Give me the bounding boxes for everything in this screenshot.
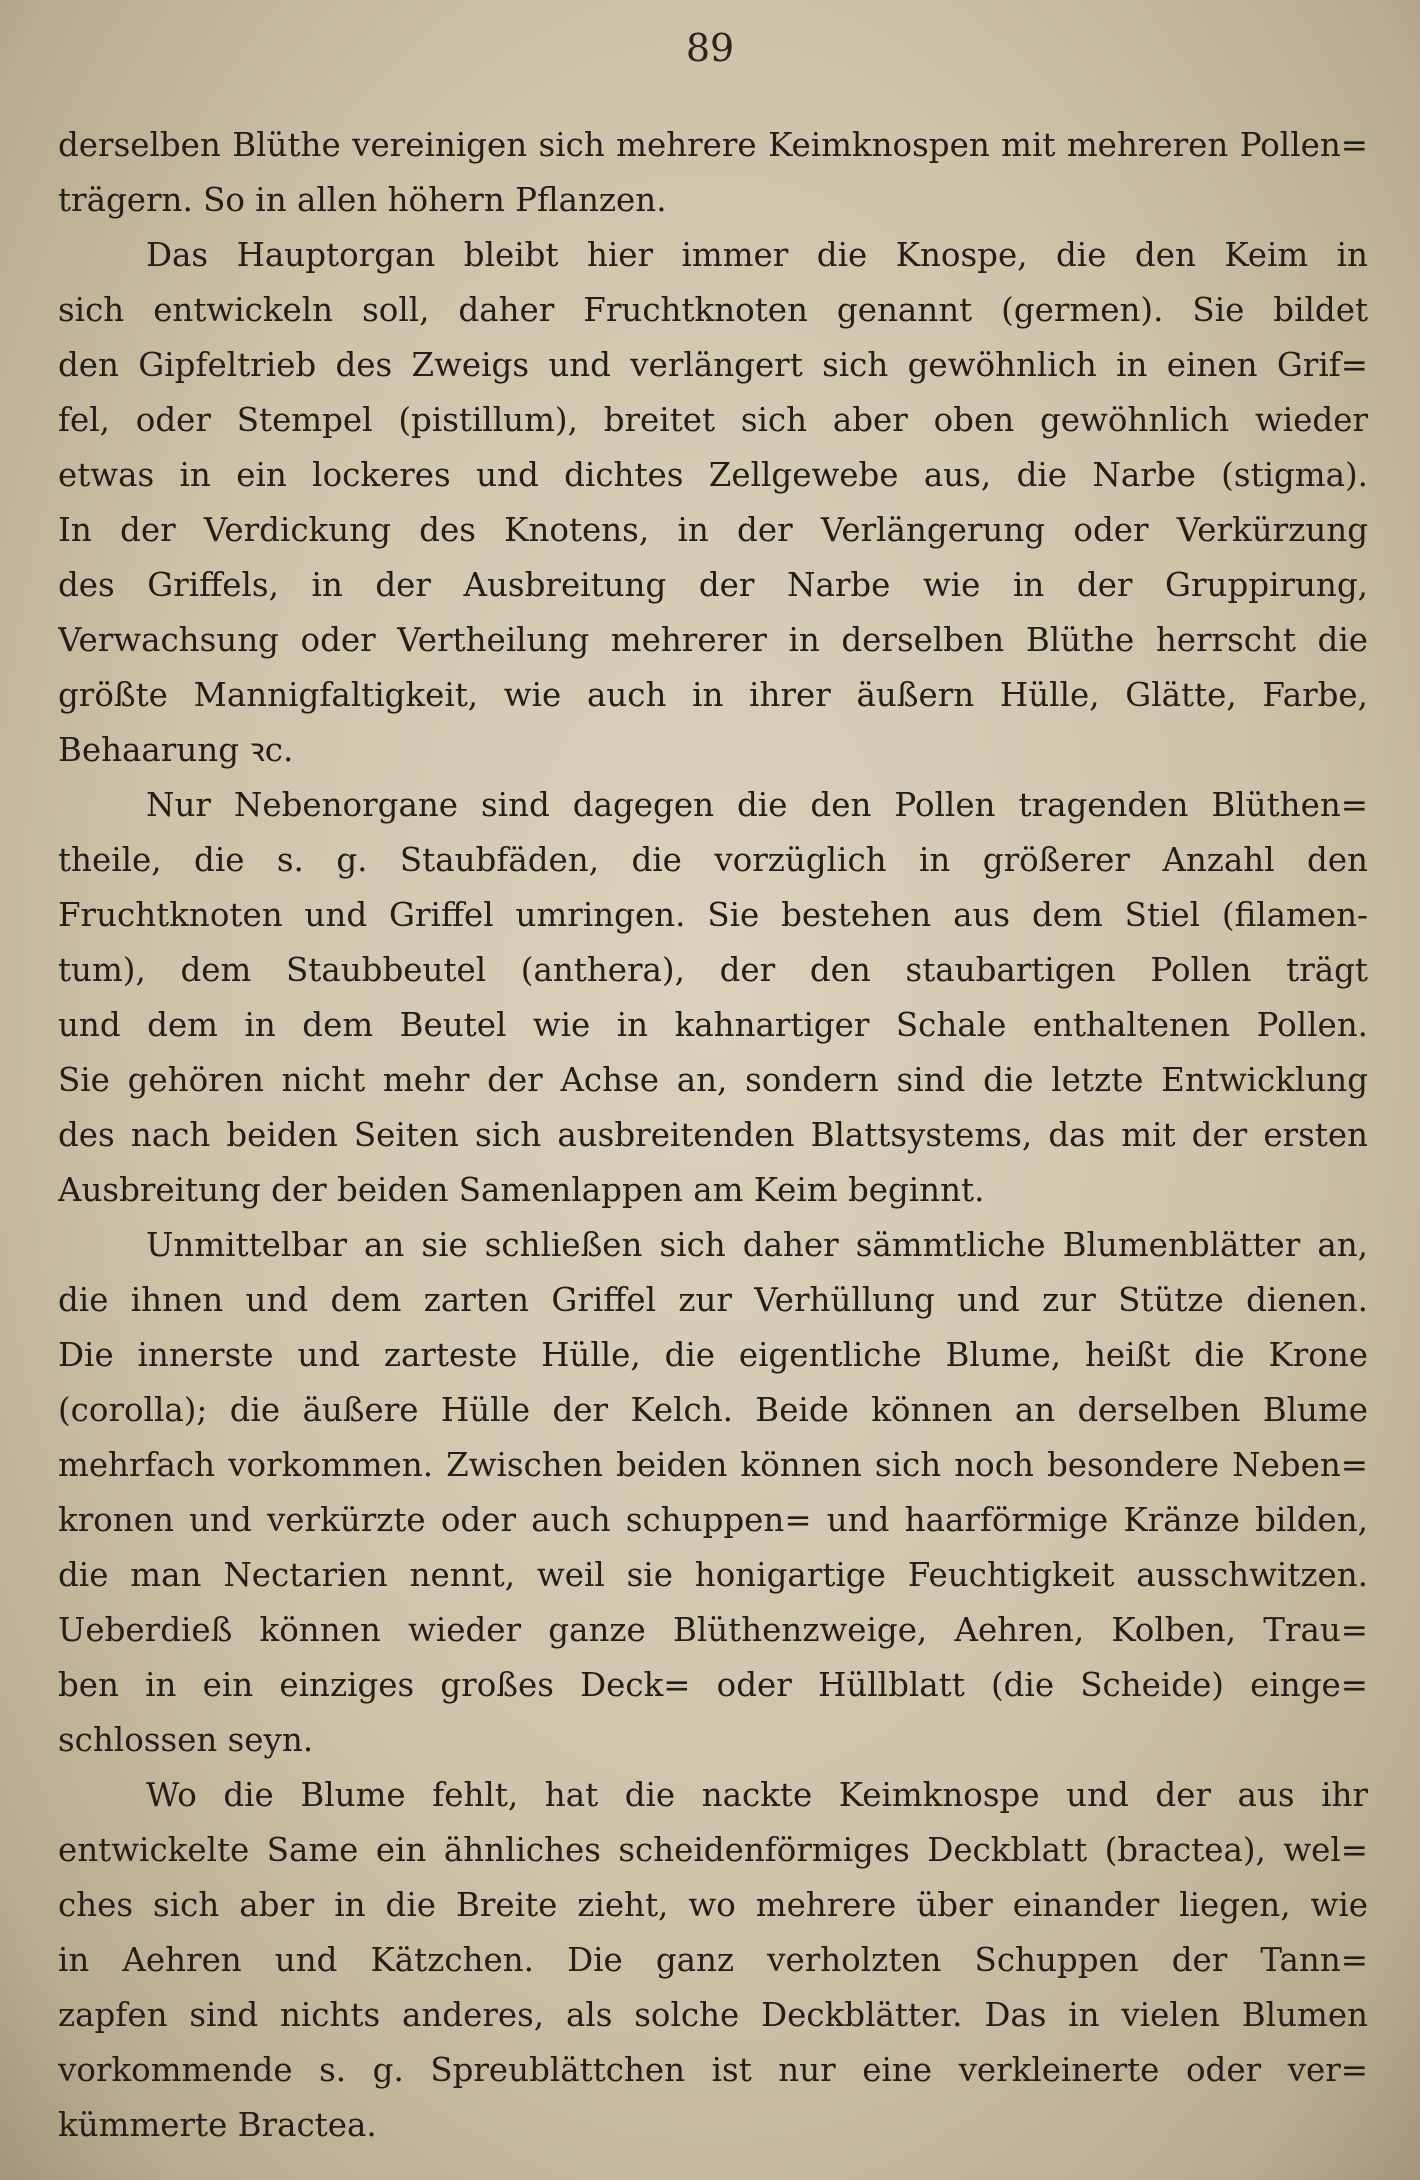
text-line: Sie gehören nicht mehr der Achse an, sondern sind die letzte Entwicklung — [58, 1061, 1368, 1099]
text-line: zapfen sind nichts anderes, als solche Deckblätter. Das in vielen Blumen — [58, 1996, 1368, 2034]
text-line: des nach beiden Seiten sich ausbreitenden Blattsystems, das mit der ersten — [58, 1116, 1368, 1154]
text-line: trägern. So in allen höhern Pflanzen. — [58, 181, 667, 219]
text-line: die ihnen und dem zarten Griffel zur Verhüllung und zur Stütze dienen. — [58, 1281, 1368, 1319]
text-line: entwickelte Same ein ähnliches scheidenförmiges Deckblatt (bractea), wel= — [58, 1831, 1368, 1869]
text-line: Ausbreitung der beiden Samenlappen am Keim beginnt. — [58, 1171, 985, 1209]
text-line: (corolla); die äußere Hülle der Kelch. Beide können an derselben Blume — [58, 1391, 1368, 1429]
text-line: In der Verdickung des Knotens, in der Verlängerung oder Verkürzung — [58, 511, 1368, 549]
text-line: tum), dem Staubbeutel (anthera), der den staubartigen Pollen trägt — [58, 951, 1368, 989]
text-line: Ueberdieß können wieder ganze Blüthenzweige, Aehren, Kolben, Trau= — [58, 1611, 1368, 1649]
body-text — [58, 118, 1368, 2153]
text-line: etwas in ein lockeres und dichtes Zellgewebe aus, die Narbe (stigma). — [58, 456, 1368, 494]
text-line: theile, die s. g. Staubfäden, die vorzüglich in größerer Anzahl den — [58, 841, 1368, 879]
text-line: und dem in dem Beutel wie in kahnartiger Schale enthaltenen Pollen. — [58, 1006, 1368, 1044]
text-line: vorkommende s. g. Spreublättchen ist nur eine verkleinerte oder ver= — [58, 2051, 1368, 2089]
text-line: schlossen seyn. — [58, 1721, 314, 1759]
text-line: mehrfach vorkommen. Zwischen beiden können sich noch besondere Neben= — [58, 1446, 1368, 1484]
text-line: des Griffels, in der Ausbreitung der Narbe wie in der Gruppirung, — [58, 566, 1368, 604]
text-line: fel, oder Stempel (pistillum), breitet sich aber oben gewöhnlich wieder — [58, 401, 1368, 439]
text-line: in Aehren und Kätzchen. Die ganz verholzten Schuppen der Tann= — [58, 1941, 1368, 1979]
text-line: ches sich aber in die Breite zieht, wo mehrere über einander liegen, wie — [58, 1886, 1368, 1924]
text-line: Unmittelbar an sie schließen sich daher sämmtliche Blumenblätter an, — [146, 1226, 1368, 1264]
page-number: 89 — [685, 26, 735, 70]
text-line: kronen und verkürzte oder auch schuppen= und haarförmige Kränze bilden, — [58, 1501, 1368, 1539]
text-line: größte Mannigfaltigkeit, wie auch in ihrer äußern Hülle, Glätte, Farbe, — [58, 676, 1368, 714]
text-line: derselben Blüthe vereinigen sich mehrere Keimknospen mit mehreren Pollen= — [58, 126, 1368, 164]
text-line: Wo die Blume fehlt, hat die nackte Keimknospe und der aus ihr — [146, 1776, 1368, 1814]
text-line: Die innerste und zarteste Hülle, die eigentliche Blume, heißt die Krone — [58, 1336, 1368, 1374]
text-line: Fruchtknoten und Griffel umringen. Sie bestehen aus dem Stiel (filamen- — [58, 896, 1368, 934]
text-line: Behaarung ꝛc. — [58, 731, 294, 769]
text-line: die man Nectarien nennt, weil sie honigartige Feuchtigkeit ausschwitzen. — [58, 1556, 1368, 1594]
text-line: Das Hauptorgan bleibt hier immer die Knospe, die den Keim in — [146, 236, 1368, 274]
text-line: Verwachsung oder Vertheilung mehrerer in derselben Blüthe herrscht die — [58, 621, 1368, 659]
text-line: sich entwickeln soll, daher Fruchtknoten genannt (germen). Sie bildet — [58, 291, 1368, 329]
text-line: den Gipfeltrieb des Zweigs und verlängert sich gewöhnlich in einen Grif= — [58, 346, 1368, 384]
text-line: Nur Nebenorgane sind dagegen die den Pollen tragenden Blüthen= — [146, 786, 1368, 824]
text-line: kümmerte Bractea. — [58, 2106, 377, 2144]
text-line: ben in ein einziges großes Deck= oder Hüllblatt (die Scheide) einge= — [58, 1666, 1368, 1704]
